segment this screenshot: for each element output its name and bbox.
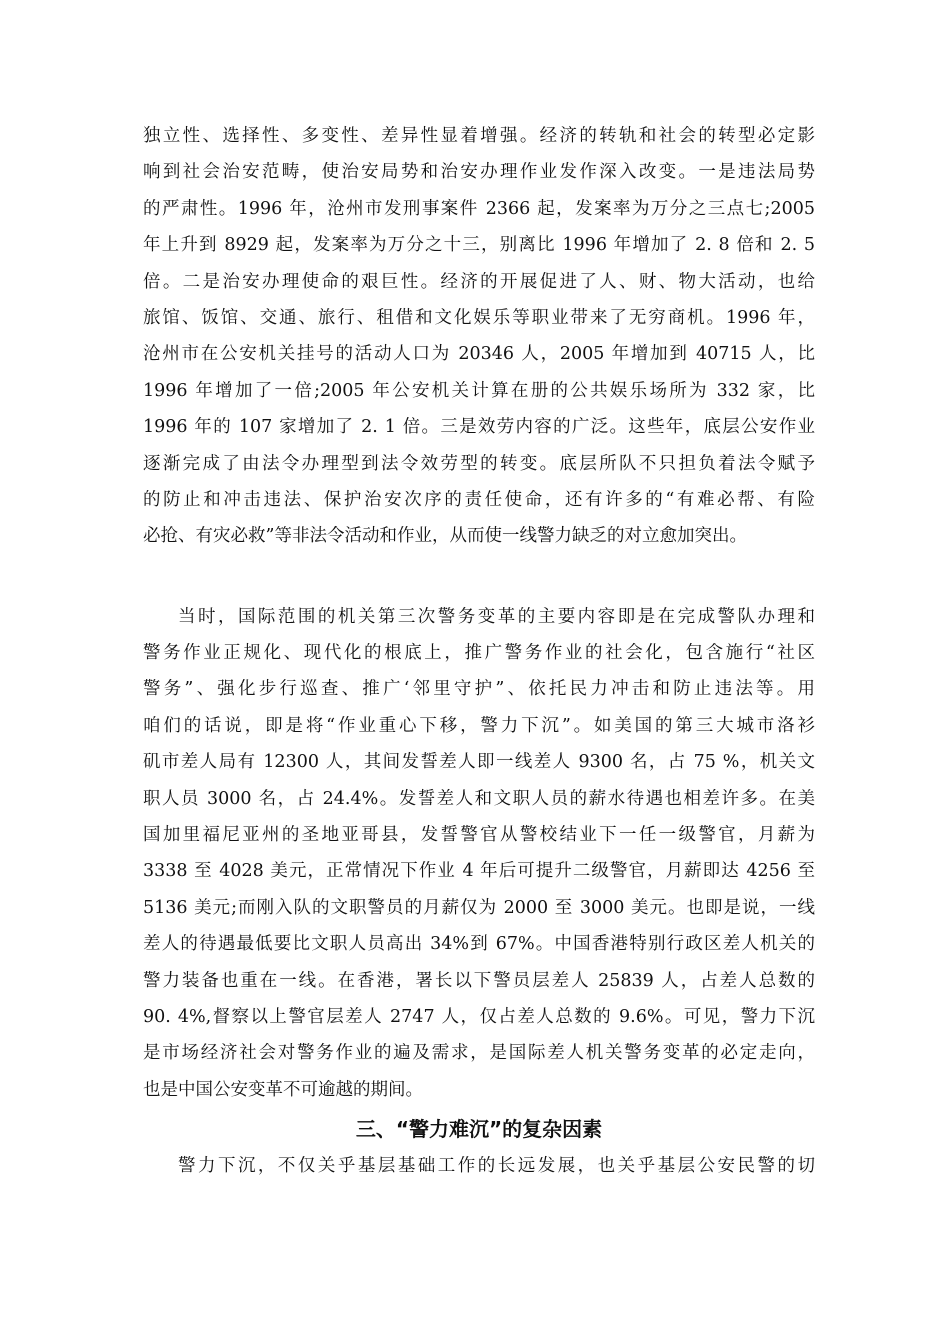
text-line: 1996 年增加了一倍;2005 年公安机关计算在册的公共娱乐场所为 332 家，比 [143,380,815,401]
text-line: 也是中国公安变革不可逾越的期间。 [143,1079,423,1100]
paragraph-1 [143,118,815,555]
section-heading: 三、“警力难沉”的复杂因素 [355,1117,603,1142]
text-line: 当时，国际范围的机关第三次警务变革的主要内容即是在完成警队办理和 [178,606,815,627]
text-line: 1996 年的 107 家增加了 2. 1 倍。三是效劳内容的广泛。这些年，底层公安作业 [143,417,815,438]
text-line: 倍。二是治安办理使命的艰巨性。经济的开展促进了人、财、物大活动，也给 [143,271,815,292]
text-line: 独立性、选择性、多变性、差异性显着增强。经济的转轨和社会的转型必定影 [143,126,815,146]
text-line: 5136 美元;而刚入队的文职警员的月薪仅为 2000 至 3000 美元。也即是说，一线 [143,897,815,918]
text-line: 警务作业正规化、现代化的根底上，推广警务作业的社会化，包含施行“社区 [143,643,815,664]
paragraph-gap [143,555,815,599]
text-line: 的严肃性。1996 年，沧州市发刑事案件 2366 起，发案率为万分之三点七;2005 [143,198,815,219]
text-line: 是市场经济社会对警务作业的遍及需求，是国际差人机关警务变革的必定走向， [143,1043,815,1064]
text-line: 警力下沉，不仅关乎基层基础工作的长远发展，也关乎基层公安民警的切 [178,1156,815,1177]
text-line: 警力装备也重在一线。在香港，署长以下警员层差人 25839 人，占差人总数的 [143,970,815,991]
text-line: 国加里福尼亚州的圣地亚哥县，发誓警官从警校结业下一任一级警官，月薪为 [143,825,815,846]
text-line: 警务”、强化步行巡查、推广‘邻里守护”、依托民力冲击和防止违法等。用 [143,679,815,700]
text-line: 旅馆、饭馆、交通、旅行、租借和文化娱乐等职业带来了无穷商机。1996 年， [143,307,815,328]
text-line: 必抢、有灾必救”等非法令活动和作业，从而使一线警力缺乏的对立愈加突出。 [143,526,747,547]
text-line: 职人员 3000 名，占 24.4%。发誓差人和文职人员的薪水待遇也相差许多。在美 [143,788,815,809]
text-line: 咱们的话说，即是将“作业重心下移，警力下沉”。如美国的第三大城市洛衫 [143,715,815,736]
text-line: 差人的待遇最低要比文职人员高出 34%到 67%。中国香港特别行政区差人机关的 [143,934,815,955]
paragraph-2 [143,599,815,1108]
text-line: 矶市差人局有 12300 人，其间发誓差人即一线差人 9300 名，占 75 %，机关文 [143,752,815,773]
text-line: 逐渐完成了由法令办理型到法令效劳型的转变。底层所队不只担负着法令赋予 [143,453,815,474]
text-line: 沧州市在公安机关挂号的活动人口为 20346 人，2005 年增加到 40715 人，比 [143,344,815,365]
text-line: 响到社会治安范畴，使治安局势和治安办理作业发作深入改变。一是违法局势 [143,162,815,183]
paragraph-3 [143,1148,815,1184]
document-page [143,118,815,1185]
text-line: 90. 4%,督察以上警官层差人 2747 人，仅占差人总数的 9.6%。可见，警力下沉 [143,1006,815,1027]
text-line: 3338 至 4028 美元，正常情况下作业 4 年后可提升二级警官，月薪即达 4256 至 [143,861,815,882]
text-line: 年上升到 8929 起，发案率为万分之十三，别离比 1996 年增加了 2. 8 倍和 2. 5 [143,235,815,256]
text-line: 的防止和冲击违法、保护治安次序的责任使命，还有许多的“有难必帮、有险 [143,489,815,510]
